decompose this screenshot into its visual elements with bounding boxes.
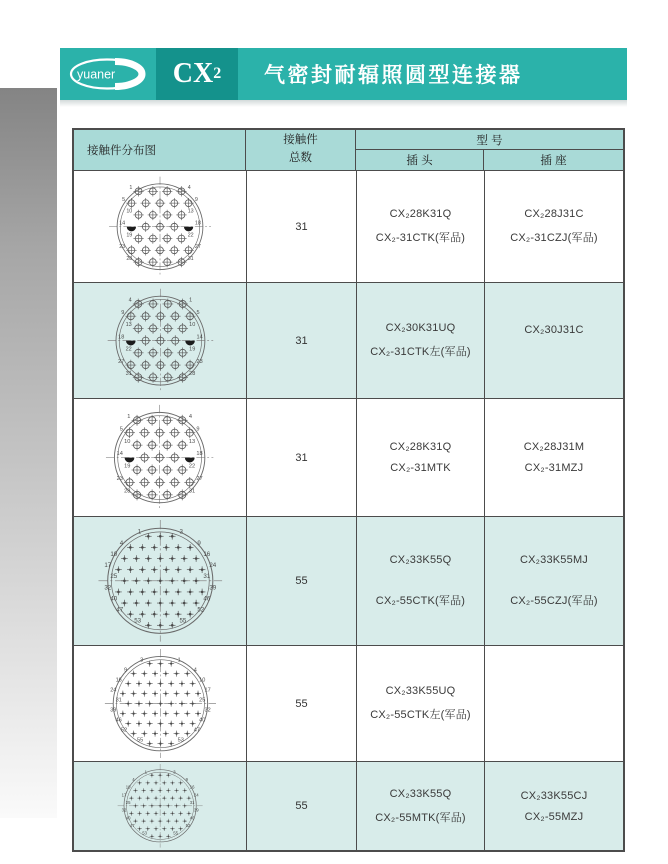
svg-text:47: 47 <box>193 727 200 734</box>
contact-count: 31 <box>247 171 357 282</box>
page-title: 气密封耐辐照圆型连接器 <box>238 48 627 100</box>
header-model-subcolumns <box>356 150 623 170</box>
svg-text:1: 1 <box>177 657 181 664</box>
plug-model-cell <box>357 517 485 645</box>
svg-text:10: 10 <box>110 551 117 559</box>
logo-oval-icon <box>68 56 148 92</box>
model-line: CX₂-55CZJ(军品) <box>510 595 598 607</box>
header-count-line1: 接触件 <box>283 134 318 147</box>
svg-text:16: 16 <box>203 551 210 559</box>
svg-text:52: 52 <box>120 727 127 734</box>
svg-text:52: 52 <box>185 823 191 829</box>
contact-count: 31 <box>247 283 357 398</box>
svg-text:9: 9 <box>123 667 127 674</box>
svg-text:31: 31 <box>115 697 122 704</box>
socket-model-cell <box>485 171 623 282</box>
svg-text:1: 1 <box>144 769 147 775</box>
svg-text:47: 47 <box>116 606 123 614</box>
model-line: CX₂33K55CJ <box>520 789 588 802</box>
model-line: CX₂30J31C <box>524 324 584 336</box>
parts-table <box>72 128 625 852</box>
header-model-label: 型 号 <box>356 130 623 150</box>
model-line: CX₂-55CTK左(军品) <box>370 709 471 721</box>
svg-text:24: 24 <box>193 792 199 798</box>
table-row <box>74 761 623 850</box>
svg-text:3: 3 <box>173 769 176 775</box>
model-line: CX₂30K31UQ <box>385 322 456 334</box>
svg-text:31: 31 <box>125 370 132 377</box>
model-line: CX₂33K55Q <box>389 554 452 566</box>
table-row <box>74 645 623 761</box>
svg-text:14: 14 <box>116 451 124 458</box>
svg-text:27: 27 <box>196 476 204 483</box>
svg-text:55: 55 <box>179 617 187 625</box>
svg-text:46: 46 <box>115 717 122 724</box>
plug-model-cell <box>357 171 485 282</box>
contact-count: 55 <box>247 646 357 761</box>
svg-text:19: 19 <box>188 346 195 353</box>
plug-model-cell <box>357 283 485 398</box>
socket-model-cell <box>485 283 623 398</box>
svg-text:22: 22 <box>125 346 132 353</box>
svg-text:4: 4 <box>193 667 197 674</box>
svg-text:13: 13 <box>189 438 196 445</box>
contact-count: 55 <box>247 762 357 850</box>
svg-text:3: 3 <box>179 528 183 536</box>
series-badge: CX 2 <box>156 48 238 100</box>
table-row <box>74 398 623 516</box>
svg-text:40: 40 <box>125 815 131 821</box>
svg-text:5: 5 <box>122 196 126 203</box>
svg-text:4: 4 <box>189 413 193 420</box>
svg-text:4: 4 <box>187 184 191 191</box>
svg-text:52: 52 <box>197 606 204 614</box>
header-shadow <box>60 100 627 107</box>
svg-text:24: 24 <box>209 562 216 570</box>
svg-text:16: 16 <box>189 784 195 790</box>
model-line: CX₂28K31Q <box>389 441 452 453</box>
series-name: CX <box>172 58 214 89</box>
svg-text:9: 9 <box>196 426 200 433</box>
svg-text:39: 39 <box>209 584 216 592</box>
svg-text:31: 31 <box>189 800 195 806</box>
svg-text:22: 22 <box>187 232 194 239</box>
table-header <box>74 130 623 170</box>
model-line: CX₂33K55Q <box>389 787 452 800</box>
table-row <box>74 282 623 398</box>
svg-text:1: 1 <box>129 184 133 191</box>
svg-text:18: 18 <box>117 334 124 341</box>
plug-model-cell <box>357 646 485 761</box>
svg-text:53: 53 <box>142 830 147 836</box>
socket-model-cell <box>485 646 623 761</box>
svg-text:46: 46 <box>189 815 195 821</box>
svg-text:23: 23 <box>196 358 203 365</box>
pin-diagram <box>74 646 247 761</box>
table-row <box>74 516 623 645</box>
brand-header <box>60 48 627 100</box>
model-line: CX₂-31CZJ(军品) <box>510 232 598 244</box>
yuaner-logo <box>60 48 156 100</box>
svg-text:9: 9 <box>194 196 198 203</box>
plug-model-cell <box>357 399 485 516</box>
logo-text: yuaner <box>77 67 116 82</box>
svg-text:27: 27 <box>194 243 201 250</box>
svg-text:13: 13 <box>187 208 194 215</box>
header-model-column <box>356 130 623 170</box>
socket-model-cell <box>485 517 623 645</box>
svg-text:5: 5 <box>120 426 124 433</box>
model-line: CX₂-31CTK(军品) <box>375 232 466 244</box>
model-line: CX₂-55CTK(军品) <box>375 595 466 607</box>
pin-diagram <box>74 517 247 645</box>
svg-text:4: 4 <box>119 540 123 548</box>
svg-text:39: 39 <box>193 807 199 813</box>
svg-text:19: 19 <box>124 463 131 470</box>
svg-text:10: 10 <box>125 784 131 790</box>
svg-text:53: 53 <box>133 617 141 625</box>
svg-text:28: 28 <box>124 488 131 495</box>
svg-text:17: 17 <box>121 792 127 798</box>
header-socket-label: 插 座 <box>540 155 567 167</box>
socket-model-cell <box>485 399 623 516</box>
plug-model-cell <box>357 762 485 850</box>
svg-text:25: 25 <box>198 697 205 704</box>
svg-text:31: 31 <box>203 573 210 581</box>
svg-text:23: 23 <box>119 243 126 250</box>
pin-diagram <box>74 399 247 516</box>
pin-diagram <box>74 762 247 850</box>
svg-text:3: 3 <box>139 657 143 664</box>
svg-text:28: 28 <box>188 370 195 377</box>
model-line: CX₂-31MTK <box>390 462 451 474</box>
svg-text:25: 25 <box>125 800 131 806</box>
svg-text:53: 53 <box>177 737 184 744</box>
model-line: CX₂-31MZJ <box>524 462 584 474</box>
svg-text:40: 40 <box>110 595 117 603</box>
model-line: CX₂28J31C <box>524 208 584 220</box>
svg-text:13: 13 <box>125 321 132 328</box>
svg-text:16: 16 <box>115 677 122 684</box>
svg-text:10: 10 <box>198 677 205 684</box>
svg-text:9: 9 <box>197 540 201 548</box>
svg-text:18: 18 <box>194 220 201 227</box>
svg-text:10: 10 <box>188 321 195 328</box>
model-line: CX₂-55MZJ <box>524 810 584 823</box>
table-row <box>74 170 623 282</box>
header-count-column <box>246 130 356 170</box>
svg-text:47: 47 <box>129 823 135 829</box>
model-line: CX₂28J31M <box>523 441 585 453</box>
svg-text:17: 17 <box>204 687 211 694</box>
svg-text:14: 14 <box>119 220 126 227</box>
svg-text:27: 27 <box>117 358 124 365</box>
svg-text:1: 1 <box>127 413 131 420</box>
socket-model-cell <box>485 762 623 850</box>
pin-diagram <box>74 283 247 398</box>
svg-text:4: 4 <box>132 777 135 783</box>
contact-count: 55 <box>247 517 357 645</box>
svg-text:18: 18 <box>196 451 204 458</box>
header-diagram-column: 接触件分布图 <box>74 130 246 170</box>
svg-text:14: 14 <box>196 334 203 341</box>
svg-text:1: 1 <box>137 528 141 536</box>
svg-text:46: 46 <box>203 595 210 603</box>
svg-text:31: 31 <box>189 488 196 495</box>
svg-text:40: 40 <box>198 717 205 724</box>
svg-text:10: 10 <box>124 438 131 445</box>
svg-text:32: 32 <box>204 707 211 714</box>
svg-text:9: 9 <box>185 777 188 783</box>
svg-text:19: 19 <box>126 232 133 239</box>
svg-text:24: 24 <box>109 687 116 694</box>
left-gradient-band <box>0 88 57 818</box>
header-count-line2: 总数 <box>289 152 312 164</box>
svg-text:9: 9 <box>120 309 124 316</box>
model-line: CX₂33K55MJ <box>519 554 589 566</box>
svg-text:25: 25 <box>110 573 117 581</box>
svg-text:28: 28 <box>126 255 133 262</box>
svg-text:10: 10 <box>126 208 133 215</box>
svg-text:32: 32 <box>104 584 111 592</box>
pin-diagram <box>74 171 247 282</box>
contact-count: 31 <box>247 399 357 516</box>
model-line: CX₂33K55UQ <box>385 685 456 697</box>
svg-text:55: 55 <box>173 830 178 836</box>
svg-text:31: 31 <box>187 255 194 262</box>
model-line: CX₂28K31Q <box>389 208 452 220</box>
svg-text:1: 1 <box>188 297 192 304</box>
model-line: CX₂-55MTK(军品) <box>375 811 466 824</box>
svg-text:23: 23 <box>116 476 124 483</box>
svg-text:39: 39 <box>109 707 116 714</box>
model-line: CX₂-31CTK左(军品) <box>370 346 471 358</box>
svg-text:4: 4 <box>128 297 132 304</box>
svg-text:32: 32 <box>121 807 127 813</box>
svg-text:5: 5 <box>196 309 200 316</box>
header-plug-label: 插 头 <box>356 150 484 170</box>
svg-text:55: 55 <box>136 737 143 744</box>
svg-text:17: 17 <box>104 562 111 570</box>
svg-text:22: 22 <box>189 463 196 470</box>
